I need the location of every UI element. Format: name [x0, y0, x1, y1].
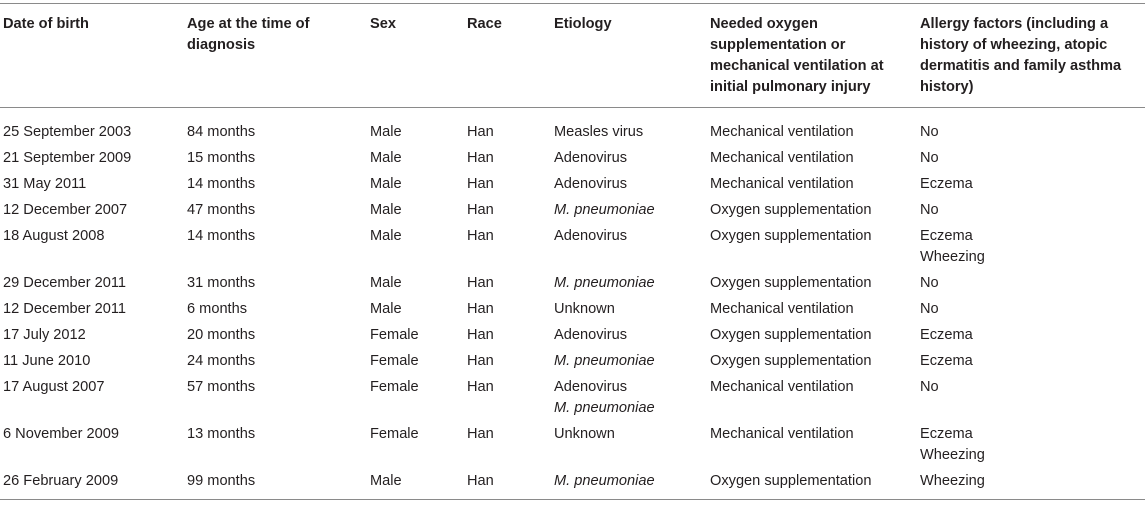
etiology-cell [551, 324, 707, 350]
cell-text: 31 May 2011 [3, 176, 87, 192]
cell-text: 84 months [187, 124, 256, 140]
cell-text: Oxygen supplementation [710, 228, 872, 244]
cell-text: Oxygen supplementation [710, 327, 872, 343]
cell-text: Han [467, 228, 494, 244]
etiology-cell [551, 173, 707, 199]
cell-text: Han [467, 301, 494, 317]
cell-text: Oxygen supplementation [710, 353, 872, 369]
cell-text: Han [467, 176, 494, 192]
cell-text: 31 months [187, 275, 256, 291]
table-row [0, 199, 1145, 225]
cell-text: 13 months [187, 426, 256, 442]
date-of-birth-cell [0, 423, 184, 470]
etiology-cell [551, 423, 707, 470]
cell-text: 21 September 2009 [3, 150, 132, 166]
oxygen-ventilation-cell [707, 108, 917, 148]
cell-text: No [920, 275, 939, 291]
oxygen-ventilation-cell [707, 350, 917, 376]
age-cell [184, 225, 367, 272]
cell-text: Adenovirus [554, 176, 628, 192]
allergy-cell [917, 423, 1145, 470]
table-body [0, 108, 1145, 500]
header-etiology: Etiology [554, 16, 612, 32]
cell-text: Han [467, 426, 494, 442]
table-header-row [0, 4, 1145, 108]
cell-text: Han [467, 275, 494, 291]
header-allergy-factors: Allergy factors (including a history of wheezing, atopic dermatitis and family asthma history) [920, 16, 1122, 95]
table-row [0, 470, 1145, 500]
etiology-cell [551, 147, 707, 173]
cell-text: Oxygen supplementation [710, 202, 872, 218]
cell-text: Oxygen supplementation [710, 275, 872, 291]
cell-text: Adenovirus [554, 228, 628, 244]
age-cell [184, 147, 367, 173]
table-row [0, 108, 1145, 148]
cell-text: 14 months [187, 176, 256, 192]
race-cell [464, 423, 551, 470]
table-row [0, 324, 1145, 350]
cell-text: Adenovirus [554, 327, 628, 343]
cell-text: No [920, 150, 939, 166]
oxygen-ventilation-cell [707, 272, 917, 298]
date-of-birth-cell [0, 108, 184, 148]
date-of-birth-cell [0, 147, 184, 173]
cell-text: Han [467, 379, 494, 395]
header-age-at-diagnosis: Age at the time of diagnosis [187, 16, 310, 53]
cell-text: No [920, 379, 939, 395]
age-cell [184, 272, 367, 298]
cell-text: Mechanical ventilation [710, 301, 854, 317]
cell-text: Wheezing [920, 447, 985, 463]
oxygen-ventilation-cell [707, 376, 917, 423]
cell-text: 20 months [187, 327, 256, 343]
cell-text: Male [370, 275, 402, 291]
date-of-birth-cell [0, 350, 184, 376]
allergy-cell [917, 324, 1145, 350]
race-cell [464, 350, 551, 376]
cell-text: 29 December 2011 [3, 275, 127, 291]
race-cell [464, 298, 551, 324]
race-cell [464, 147, 551, 173]
cell-text: Male [370, 202, 402, 218]
cell-text: Eczema [920, 176, 973, 192]
cell-text: Mechanical ventilation [710, 150, 854, 166]
age-cell [184, 298, 367, 324]
sex-cell [367, 199, 464, 225]
age-cell [184, 199, 367, 225]
oxygen-ventilation-cell [707, 298, 917, 324]
cell-text: Han [467, 327, 494, 343]
sex-cell [367, 272, 464, 298]
date-of-birth-cell [0, 199, 184, 225]
allergy-cell [917, 147, 1145, 173]
oxygen-ventilation-cell [707, 147, 917, 173]
cell-text: Mechanical ventilation [710, 176, 854, 192]
date-of-birth-cell [0, 470, 184, 500]
table-row [0, 423, 1145, 470]
allergy-cell [917, 225, 1145, 272]
cell-text: M. pneumoniae [554, 275, 655, 291]
age-cell [184, 470, 367, 500]
cell-text: Male [370, 150, 402, 166]
cell-text: Mechanical ventilation [710, 426, 854, 442]
cell-text: Wheezing [920, 249, 985, 265]
oxygen-ventilation-cell [707, 423, 917, 470]
age-cell [184, 376, 367, 423]
oxygen-ventilation-cell [707, 225, 917, 272]
cell-text: Eczema [920, 426, 973, 442]
allergy-cell [917, 173, 1145, 199]
cell-text: Male [370, 473, 402, 489]
sex-cell [367, 324, 464, 350]
cell-text: Female [370, 379, 419, 395]
etiology-cell [551, 376, 707, 423]
header-date-of-birth: Date of birth [3, 16, 89, 32]
race-cell [464, 470, 551, 500]
table-row [0, 225, 1145, 272]
cell-text: Measles virus [554, 124, 644, 140]
cell-text: 24 months [187, 353, 256, 369]
cell-text: Han [467, 473, 494, 489]
cell-text: M. pneumoniae [554, 400, 655, 416]
age-cell [184, 173, 367, 199]
cell-text: Female [370, 327, 419, 343]
cell-text: 57 months [187, 379, 256, 395]
oxygen-ventilation-cell [707, 324, 917, 350]
cell-text: Adenovirus [554, 379, 628, 395]
allergy-cell [917, 272, 1145, 298]
cell-text: Male [370, 228, 402, 244]
oxygen-ventilation-cell [707, 470, 917, 500]
cell-text: Han [467, 202, 494, 218]
cell-text: Han [467, 150, 494, 166]
cell-text: Female [370, 426, 419, 442]
cell-text: 6 November 2009 [3, 426, 120, 442]
cell-text: 26 February 2009 [3, 473, 119, 489]
cell-text: 14 months [187, 228, 256, 244]
etiology-cell [551, 272, 707, 298]
race-cell [464, 108, 551, 148]
date-of-birth-cell [0, 298, 184, 324]
allergy-cell [917, 298, 1145, 324]
etiology-cell [551, 298, 707, 324]
etiology-cell [551, 199, 707, 225]
cell-text: No [920, 301, 939, 317]
header-sex: Sex [370, 16, 396, 32]
cell-text: Han [467, 353, 494, 369]
cell-text: 25 September 2003 [3, 124, 132, 140]
allergy-cell [917, 350, 1145, 376]
race-cell [464, 324, 551, 350]
sex-cell [367, 350, 464, 376]
cell-text: 6 months [187, 301, 248, 317]
cell-text: Eczema [920, 327, 973, 343]
header-oxygen-or-ventilation: Needed oxygen supplementation or mechanical ventilation at initial pulmonary injury [710, 16, 884, 95]
sex-cell [367, 376, 464, 423]
table-row [0, 272, 1145, 298]
sex-cell [367, 225, 464, 272]
patient-characteristics-table [0, 3, 1145, 500]
table-row [0, 298, 1145, 324]
cell-text: Oxygen supplementation [710, 473, 872, 489]
cell-text: 17 August 2007 [3, 379, 105, 395]
etiology-cell [551, 350, 707, 376]
etiology-cell [551, 108, 707, 148]
allergy-cell [917, 199, 1145, 225]
cell-text: Wheezing [920, 473, 985, 489]
cell-text: 12 December 2007 [3, 202, 128, 218]
cell-text: Mechanical ventilation [710, 379, 854, 395]
oxygen-ventilation-cell [707, 173, 917, 199]
cell-text: M. pneumoniae [554, 473, 655, 489]
cell-text: 18 August 2008 [3, 228, 105, 244]
age-cell [184, 423, 367, 470]
cell-text: No [920, 124, 939, 140]
cell-text: 11 June 2010 [3, 353, 91, 369]
date-of-birth-cell [0, 225, 184, 272]
table-row [0, 350, 1145, 376]
cell-text: Male [370, 124, 402, 140]
table-row [0, 147, 1145, 173]
sex-cell [367, 423, 464, 470]
date-of-birth-cell [0, 376, 184, 423]
sex-cell [367, 108, 464, 148]
allergy-cell [917, 376, 1145, 423]
cell-text: Male [370, 301, 402, 317]
sex-cell [367, 173, 464, 199]
cell-text: Unknown [554, 426, 615, 442]
date-of-birth-cell [0, 173, 184, 199]
allergy-cell [917, 470, 1145, 500]
race-cell [464, 199, 551, 225]
cell-text: 12 December 2011 [3, 301, 127, 317]
cell-text: Male [370, 176, 402, 192]
cell-text: Eczema [920, 353, 973, 369]
allergy-cell [917, 108, 1145, 148]
date-of-birth-cell [0, 324, 184, 350]
sex-cell [367, 470, 464, 500]
race-cell [464, 272, 551, 298]
cell-text: Unknown [554, 301, 615, 317]
cell-text: 17 July 2012 [3, 327, 86, 343]
cell-text: 99 months [187, 473, 256, 489]
cell-text: No [920, 202, 939, 218]
sex-cell [367, 147, 464, 173]
oxygen-ventilation-cell [707, 199, 917, 225]
cell-text: M. pneumoniae [554, 353, 655, 369]
cell-text: Adenovirus [554, 150, 628, 166]
cell-text: Han [467, 124, 494, 140]
table-row [0, 376, 1145, 423]
age-cell [184, 324, 367, 350]
cell-text: Female [370, 353, 419, 369]
date-of-birth-cell [0, 272, 184, 298]
age-cell [184, 350, 367, 376]
race-cell [464, 173, 551, 199]
race-cell [464, 225, 551, 272]
cell-text: Mechanical ventilation [710, 124, 854, 140]
race-cell [464, 376, 551, 423]
cell-text: Eczema [920, 228, 973, 244]
header-race: Race [467, 16, 502, 32]
cell-text: M. pneumoniae [554, 202, 655, 218]
etiology-cell [551, 225, 707, 272]
sex-cell [367, 298, 464, 324]
etiology-cell [551, 470, 707, 500]
age-cell [184, 108, 367, 148]
cell-text: 15 months [187, 150, 256, 166]
table-row [0, 173, 1145, 199]
cell-text: 47 months [187, 202, 256, 218]
